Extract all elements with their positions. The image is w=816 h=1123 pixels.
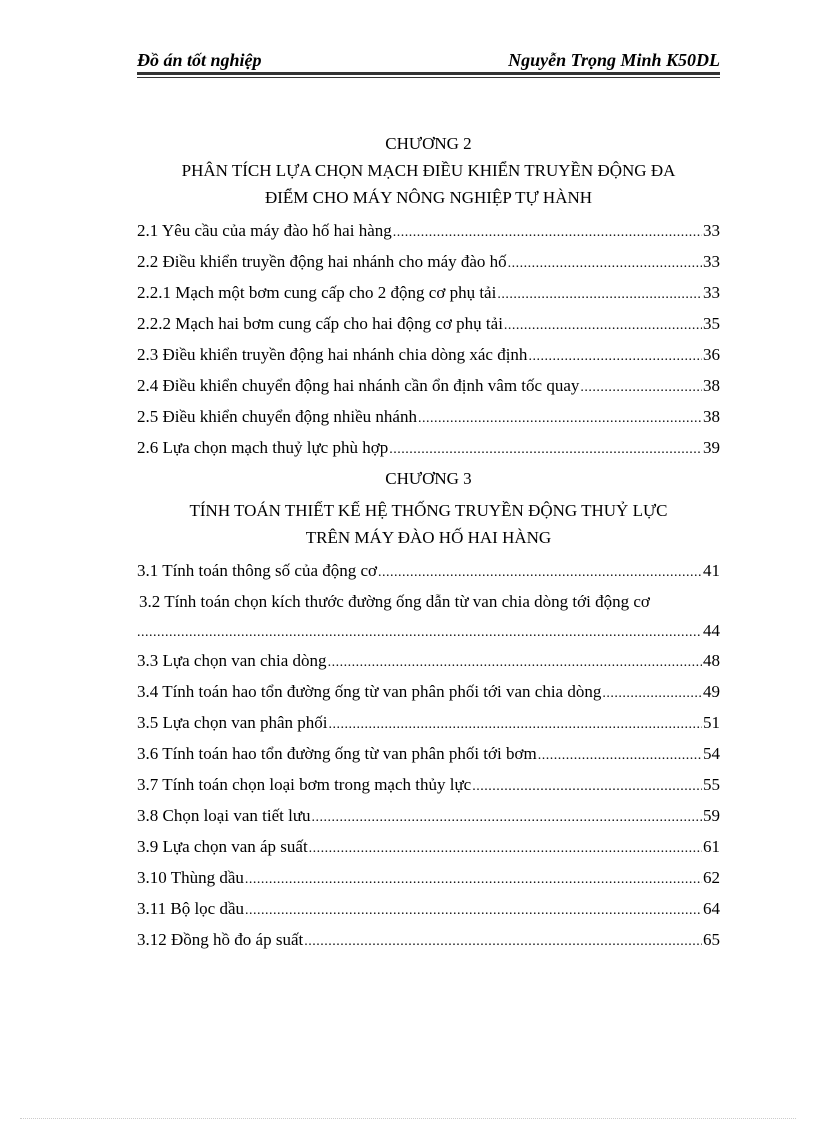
toc-entry[interactable] [137, 339, 720, 370]
toc-entry[interactable] [137, 707, 720, 738]
toc-leader [393, 217, 702, 248]
chapter-3-heading: CHƯƠNG 3 [385, 469, 472, 488]
chapter-2-title-line2: ĐIỂM CHO MÁY NÔNG NGHIỆP TỰ HÀNH [264, 188, 593, 207]
toc-page-number: 44 [703, 621, 720, 640]
toc-entry-title: 3.8 Chọn loại van tiết lưu [137, 806, 311, 825]
toc-leader [497, 279, 702, 310]
chapter-2-title [137, 157, 720, 211]
header-rule-thick [137, 72, 720, 75]
toc-entry[interactable] [137, 432, 720, 463]
toc-entry-title: 2.2.2 Mạch hai bơm cung cấp cho hai động cơ phụ tải [137, 314, 503, 333]
toc-leader [309, 833, 702, 864]
toc-page-number: 38 [703, 376, 720, 395]
toc-entry[interactable] [137, 831, 720, 862]
toc-entry[interactable] [137, 862, 720, 893]
table-of-contents [137, 130, 720, 955]
toc-page-number: 49 [703, 682, 720, 701]
toc-page-number: 33 [703, 252, 720, 271]
page-bottom-border [20, 1118, 796, 1119]
toc-page-number: 64 [703, 899, 720, 918]
page-header [137, 48, 720, 72]
toc-leader [538, 740, 702, 771]
toc-entry[interactable] [137, 769, 720, 800]
toc-page-number: 62 [703, 868, 720, 887]
toc-entry-title: 3.5 Lựa chọn van phân phối [137, 713, 328, 732]
toc-page-number: 39 [703, 438, 720, 457]
toc-entry-title: 3.12 Đồng hồ đo áp suất [137, 930, 304, 949]
toc-entry-title: 3.2 Tính toán chọn kích thước đường ống dẫn từ van chia dòng tới động cơ [139, 592, 650, 611]
toc-page-number: 33 [703, 283, 720, 302]
toc-leader [137, 619, 702, 647]
toc-entry-title: 3.11 Bộ lọc dầu [137, 899, 245, 918]
header-rule-thin [137, 77, 720, 78]
toc-page-number: 36 [703, 345, 720, 364]
chapter-2-entries [137, 215, 720, 463]
toc-entry-title: 3.7 Tính toán chọn loại bơm trong mạch thủy lực [137, 775, 472, 794]
toc-entry[interactable] [137, 645, 720, 676]
toc-leader [312, 802, 702, 833]
chapter-2-heading: CHƯƠNG 2 [385, 134, 472, 153]
toc-page-number: 54 [703, 744, 720, 763]
toc-entry-title: 3.6 Tính toán hao tổn đường ống từ van phân phối tới bơm [137, 744, 537, 763]
chapter-2-title-line1: PHÂN TÍCH LỰA CHỌN MẠCH ĐIỀU KHIỂN TRUYỀN ĐỘNG ĐA [181, 161, 676, 180]
toc-leader [328, 647, 702, 678]
toc-page-number: 35 [703, 314, 720, 333]
toc-page-number: 33 [703, 221, 720, 240]
toc-entry-title: 2.5 Điều khiển chuyển động nhiều nhánh [137, 407, 417, 426]
toc-entry[interactable] [137, 738, 720, 769]
toc-page-number: 59 [703, 806, 720, 825]
toc-leader [528, 341, 702, 372]
toc-entry-continuation [137, 617, 720, 645]
toc-page-number: 61 [703, 837, 720, 856]
toc-entry[interactable] [137, 277, 720, 308]
toc-entry[interactable] [137, 246, 720, 277]
toc-page-number: 55 [703, 775, 720, 794]
toc-leader [245, 895, 702, 926]
toc-leader [389, 434, 702, 465]
toc-page-number: 51 [703, 713, 720, 732]
toc-entry-title: 2.1 Yêu cầu của máy đào hố hai hàng [137, 221, 392, 240]
toc-page-number: 38 [703, 407, 720, 426]
toc-entry-title: 3.10 Thùng dầu [137, 868, 244, 887]
toc-page-number: 41 [703, 561, 720, 580]
chapter-3-entries [137, 555, 720, 955]
toc-entry[interactable] [137, 215, 720, 246]
chapter-3-title [137, 497, 720, 551]
toc-entry[interactable] [137, 893, 720, 924]
toc-leader [580, 372, 702, 403]
toc-leader [378, 557, 702, 588]
toc-leader [602, 678, 702, 709]
toc-entry[interactable] [137, 308, 720, 339]
toc-leader [504, 310, 702, 341]
chapter-3-title-line1: TÍNH TOÁN THIẾT KẾ HỆ THỐNG TRUYỀN ĐỘNG THUỶ LỰC [189, 501, 668, 520]
toc-leader [304, 926, 702, 957]
chapter-3-title-line2: TRÊN MÁY ĐÀO HỐ HAI HÀNG [305, 528, 552, 547]
toc-entry-title: 2.6 Lựa chọn mạch thuỷ lực phù hợp [137, 438, 389, 457]
toc-entry-title: 3.9 Lựa chọn van áp suất [137, 837, 308, 856]
toc-entry-title: 3.4 Tính toán hao tổn đường ống từ van phân phối tới van chia dòng [137, 682, 602, 701]
toc-entry-title: 2.3 Điều khiển truyền động hai nhánh chia dòng xác định [137, 345, 528, 364]
toc-entry[interactable] [137, 924, 720, 955]
toc-page-number: 65 [703, 930, 720, 949]
toc-leader [329, 709, 702, 740]
toc-entry[interactable] [137, 401, 720, 432]
toc-leader [245, 864, 702, 895]
toc-entry[interactable] [137, 555, 720, 586]
toc-entry[interactable] [137, 586, 720, 645]
toc-entry[interactable] [137, 676, 720, 707]
toc-entry-title: 2.2 Điều khiển truyền động hai nhánh cho máy đào hố [137, 252, 507, 271]
header-document-type: Đồ án tốt nghiệp [137, 50, 262, 70]
toc-entry-title: 2.2.1 Mạch một bơm cung cấp cho 2 động cơ phụ tải [137, 283, 497, 302]
toc-leader [472, 771, 702, 802]
toc-entry[interactable] [137, 370, 720, 401]
header-author: Nguyễn Trọng Minh K50DL [508, 50, 720, 70]
toc-page-number: 48 [703, 651, 720, 670]
toc-leader [508, 248, 702, 279]
toc-leader [418, 403, 702, 434]
toc-entry-title: 3.3 Lựa chọn van chia dòng [137, 651, 327, 670]
toc-entry-title: 2.4 Điều khiển chuyển động hai nhánh cần ổn định vâm tốc quay [137, 376, 580, 395]
toc-entry-title: 3.1 Tính toán thông số của động cơ [137, 561, 378, 580]
toc-entry[interactable] [137, 800, 720, 831]
